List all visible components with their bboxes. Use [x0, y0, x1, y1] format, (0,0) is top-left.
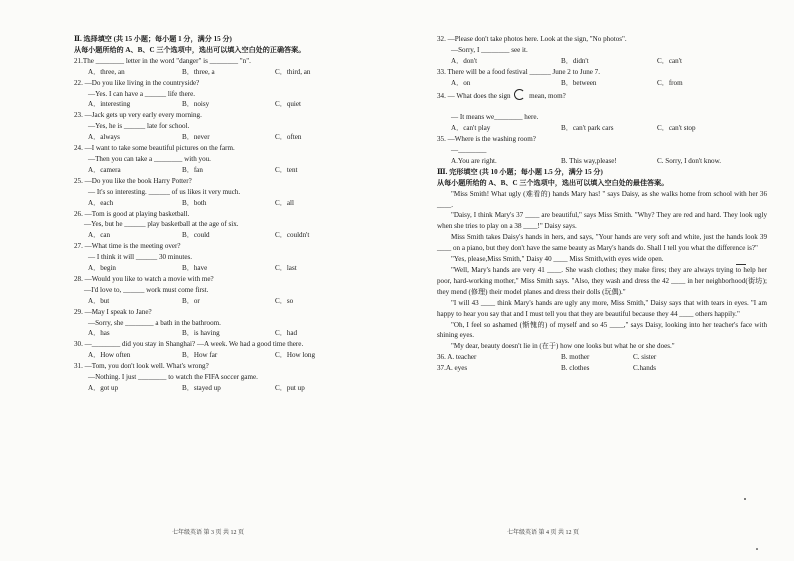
option-b[interactable]: B．or [182, 296, 200, 305]
option-b[interactable]: B．How far [182, 351, 218, 360]
options [437, 56, 767, 67]
page-footer: 七年级英语 第 3 页 共 12 页 [172, 530, 245, 536]
option-a[interactable]: A．three, an [88, 67, 125, 76]
question-response: —Sorry, she ________ a bath in the bathroom. [88, 318, 221, 327]
option-a[interactable]: A．camera [88, 165, 121, 174]
options [74, 67, 374, 78]
question-stem: 31. —Tom, you don't look well. What's wrong? [74, 362, 209, 371]
question-30 [74, 339, 374, 361]
option-c[interactable]: C．quiet [275, 100, 302, 109]
question-32 [437, 34, 767, 67]
option-c[interactable]: C．put up [275, 384, 305, 392]
option-b[interactable]: B. clothes [561, 364, 590, 373]
no-stopping-sign-icon [514, 89, 525, 100]
question-stem: 28. —Would you like to watch a movie with me? [74, 274, 214, 283]
section-title: Ⅱ. 选择填空 (共 15 小题；每小题 1 分，满分 15 分) [74, 35, 232, 43]
option-b[interactable]: B．stayed up [182, 384, 221, 392]
option-a[interactable]: A.You are right. [451, 156, 497, 165]
option-b[interactable]: B．could [182, 231, 210, 240]
question-stem: 24. —I want to take some beautiful pictures on the farm. [74, 144, 235, 153]
option-a[interactable]: 37.A. eyes [437, 364, 468, 373]
option-a[interactable]: A．can [88, 231, 111, 240]
passage-paragraph: "Daisy, I think Mary's 37 ____ are beautiful," says Miss Smith. "Why? They are red and hard. They look ugly when she tries to play on a 38 ____!" Daisy says. [437, 211, 767, 231]
question-33 [437, 67, 767, 89]
question-21 [74, 56, 374, 78]
options [74, 350, 374, 361]
option-b[interactable]: B．noisy [182, 100, 210, 109]
option-c[interactable]: C．last [275, 264, 297, 273]
question-31 [74, 361, 374, 394]
question-response: —Yes, he is ______ late for school. [88, 122, 190, 131]
question-stem: 32. —Please don't take photos here. Look at the sign, "No photos". [437, 35, 627, 43]
option-c[interactable]: C．can't stop [657, 124, 696, 133]
section-title: Ⅲ. 完形填空 (共 10 小题；每小题 1.5 分，满分 15 分) [437, 167, 603, 176]
option-a[interactable]: A．each [88, 198, 114, 207]
question-stem: 23. —Jack gets up very early every morning. [74, 111, 202, 120]
question-stem: 25. —Do you like the book Harry Potter? [74, 176, 192, 185]
question-stem: 35. —Where is the washing room? [437, 135, 536, 144]
option-a[interactable]: A．always [88, 133, 120, 142]
question-stem: 27. —What time is the meeting over? [74, 242, 181, 251]
question-28 [74, 274, 374, 307]
option-b[interactable]: B．three, a [182, 67, 215, 76]
option-b[interactable]: B. mother [561, 353, 590, 362]
option-a[interactable]: A．on [451, 78, 471, 87]
option-c[interactable]: C. sister [633, 353, 657, 362]
question-37-options [437, 363, 767, 374]
option-a[interactable]: 36. A. teacher [437, 353, 477, 362]
question-35 [437, 134, 767, 167]
option-b[interactable]: B．can't park cars [561, 124, 614, 133]
question-36-options [437, 352, 767, 363]
question-response: — It's so interesting. ______ of us likes it very much. [88, 187, 241, 196]
question-24 [74, 143, 374, 176]
passage-paragraph: "Well, Mary's hands are very 41 ____. She wash clothes; they make fires; they are always trying to help her poor, hard-working mother," Miss Smith says. "Also, they wash and dress the 42 ____ in her neighborhood(街坊); they mend (修理) their model planes and dress their dolls (玩偶)." [437, 266, 767, 296]
option-b[interactable]: B．both [182, 198, 207, 207]
options [74, 328, 374, 339]
options [437, 156, 767, 167]
question-response: —________ [451, 146, 487, 155]
option-b[interactable]: B．fan [182, 165, 203, 174]
option-a[interactable]: A．got up [88, 384, 119, 392]
question-stem: 22. —Do you like living in the countryside? [74, 78, 200, 87]
question-stem: 33. There will be a food festival ______ June 2 to June 7. [437, 67, 600, 76]
passage-paragraph: "Oh, I feel so ashamed (惭愧的) of myself and so 45 ____," says Daisy, looking into her teacher's face with shining eyes. [437, 320, 767, 340]
option-b[interactable]: B．between [561, 78, 597, 87]
option-c[interactable]: C．so [275, 296, 294, 305]
section-instruction: 从每小题所给的 A、B、C 三个选项中，选出可以填入空白处的正确答案。 [74, 45, 306, 54]
question-stem: 29. —May I speak to Jane? [74, 307, 152, 316]
question-stem-start: 34. — What does the sign [437, 91, 511, 100]
passage-paragraph: "I will 43 ____ think Mary's hands are ugly any more, Miss Smith," Daisy says that with tears in eyes. "I am happy to hear you say that and I must tell you that they are beautiful because they 44 ____ others happily." [437, 298, 767, 318]
option-c[interactable]: C．tent [275, 165, 298, 174]
option-a[interactable]: A．can't play [451, 124, 491, 133]
options [437, 78, 767, 89]
question-stem: 26. —Tom is good at playing basketball. [74, 209, 190, 218]
options [437, 123, 767, 134]
question-27 [74, 241, 374, 274]
passage-paragraph: "Miss Smith! What ugly (难看的) hands Mary has! " says Daisy, as she walks home from school with her 36 ____. [437, 189, 767, 209]
question-stem [437, 89, 767, 102]
options [74, 99, 374, 110]
question-response: — I think it will ______ 30 minutes. [88, 253, 193, 262]
right-page [397, 0, 794, 561]
question-response: —I'd love to, ______ work must come first. [84, 285, 209, 294]
question-response: —Yes, but he ______ play basketball at the age of six. [84, 220, 239, 229]
question-29 [74, 307, 374, 340]
passage-paragraph: Miss Smith takes Daisy's hands in hers, and says, "Your hands are very soft and white, just the hands look 39 ____ on a piano, but they don't have the same beauty as Mary's hands do. Shall I tell you what the difference is?" [437, 233, 767, 253]
question-26 [74, 209, 374, 242]
options [74, 383, 374, 394]
option-a[interactable]: A．begin [88, 264, 116, 273]
option-c[interactable]: C．had [275, 329, 298, 338]
right-column [437, 34, 767, 374]
option-c[interactable]: C．often [275, 133, 302, 142]
question-stem: 21.The ________ letter in the word "danger" is ________ "n". [74, 56, 251, 65]
option-a[interactable]: A．but [88, 296, 110, 305]
cloze-passage [437, 189, 767, 353]
options [74, 296, 374, 307]
question-22 [74, 78, 374, 111]
question-response: —Then you can take a ________ with you. [88, 154, 211, 163]
question-response: — It means we________ here. [451, 113, 539, 122]
option-b[interactable]: B．is having [182, 329, 220, 338]
question-stem: 30. —________ did you stay in Shanghai? —A week. We had a good time there. [74, 340, 304, 349]
option-c[interactable]: C．all [275, 198, 294, 207]
question-stem-end: mean, mom? [529, 91, 566, 100]
page-footer: 七年级英语 第 4 页 共 12 页 [507, 530, 580, 536]
option-c[interactable]: C．from [657, 78, 683, 87]
options [74, 263, 374, 274]
question-34 [437, 89, 767, 135]
spacer [437, 101, 767, 112]
option-b[interactable]: B．never [182, 133, 210, 142]
options [74, 165, 374, 176]
passage-paragraph: "My dear, beauty doesn't lie in (在于) how one looks but what he or she does." [451, 342, 675, 351]
options [74, 198, 374, 209]
option-a[interactable]: A．interesting [88, 100, 131, 109]
option-c[interactable]: C. Sorry, I don't know. [657, 156, 722, 165]
option-c[interactable]: C.hands [633, 364, 657, 373]
option-c[interactable]: C．can't [657, 56, 682, 65]
question-25 [74, 176, 374, 209]
option-c[interactable]: C．couldn't [275, 231, 310, 240]
question-response: —Nothing. I just ________ to watch the FIFA soccer game. [88, 373, 258, 382]
passage-paragraph: "Yes, please,Miss Smith," Daisy 40 ____ Miss Smith,with eyes wide open. [451, 255, 664, 264]
options [74, 230, 374, 241]
option-b[interactable]: B．didn't [561, 56, 589, 65]
option-c[interactable]: C．third, an [275, 67, 311, 76]
option-c[interactable]: C．How long [275, 351, 316, 360]
options [74, 132, 374, 143]
option-a[interactable]: A．has [88, 329, 110, 338]
question-response: —Sorry, I ________ see it. [451, 45, 528, 54]
option-a[interactable]: A．don't [451, 56, 478, 65]
left-column [74, 34, 374, 394]
option-b[interactable]: B. This way,please! [561, 156, 617, 165]
question-response: —Yes. I can have a ______ life there. [88, 89, 196, 98]
question-23 [74, 110, 374, 143]
option-b[interactable]: B．have [182, 264, 208, 273]
option-a[interactable]: A．How often [88, 351, 131, 360]
section-instruction: 从每小题所给的 A、B、C 三个选项中，选出可以填入空白处的最佳答案。 [437, 178, 669, 187]
